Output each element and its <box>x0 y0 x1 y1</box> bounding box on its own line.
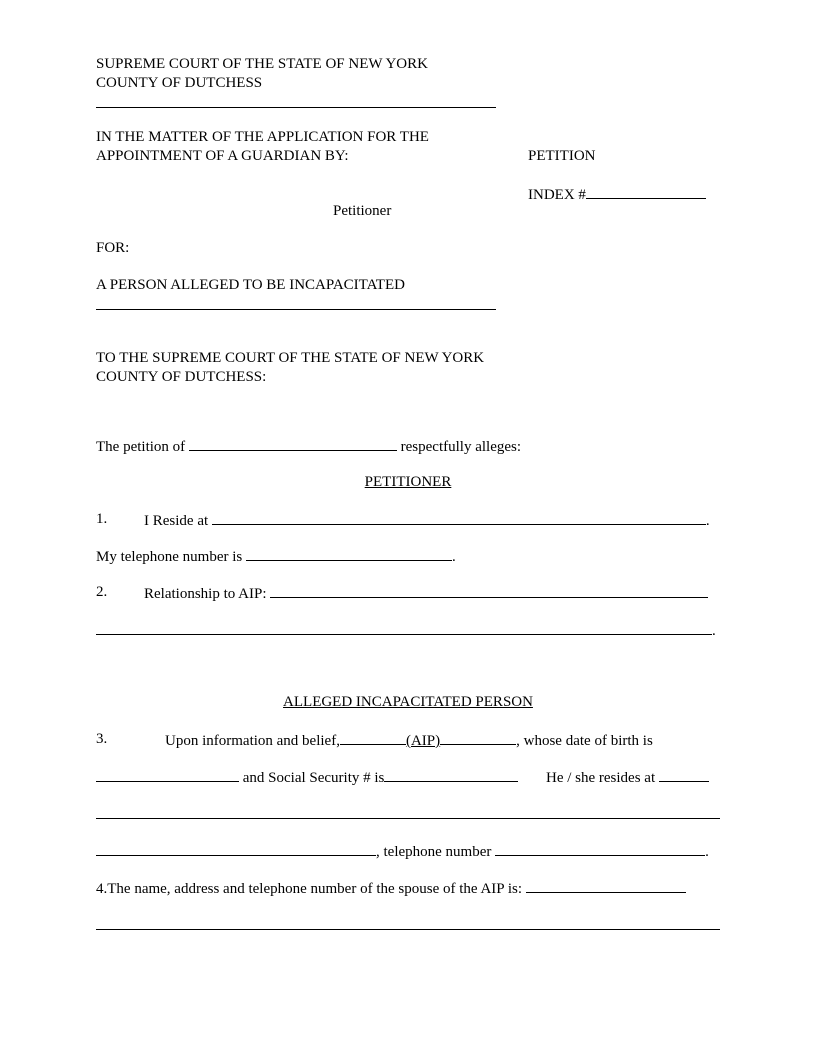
relationship-field[interactable] <box>270 583 708 598</box>
spouse-info-field[interactable] <box>526 878 686 893</box>
item-3-number: 3. <box>96 731 108 747</box>
aip-phone-label: , telephone number <box>376 844 492 860</box>
header-divider <box>96 107 496 108</box>
intro-prefix: The petition of <box>96 439 186 455</box>
item-1-residence <box>144 510 710 531</box>
item-1-number: 1. <box>96 511 108 527</box>
document-type: PETITION <box>528 148 596 164</box>
court-name: SUPREME COURT OF THE STATE OF NEW YORK <box>96 56 428 72</box>
item-2-number: 2. <box>96 584 108 600</box>
relationship-period: . <box>712 623 716 639</box>
county-name: COUNTY OF DUTCHESS <box>96 75 263 91</box>
index-label: INDEX # <box>528 187 586 203</box>
relationship-field-continued[interactable] <box>96 620 712 635</box>
aip-address-field-continued[interactable] <box>96 818 720 819</box>
aip-dob-field[interactable] <box>96 767 239 782</box>
resides-label: He / she resides at <box>546 770 656 786</box>
residence-label: I Reside at <box>144 513 209 529</box>
to-court-line-2: COUNTY OF DUTCHESS: <box>96 369 267 385</box>
aip-address-field[interactable] <box>659 767 709 782</box>
item-2-relationship <box>144 583 708 604</box>
petitioner-phone-line <box>96 546 456 567</box>
item-4-spouse-line <box>96 878 686 899</box>
for-label: FOR: <box>96 240 130 256</box>
aip-phone-field[interactable] <box>495 841 705 856</box>
petitioner-phone-field[interactable] <box>246 546 452 561</box>
spouse-label: 4.The name, address and telephone number of the spouse of the AIP is: <box>96 881 523 897</box>
caption-line-2: APPOINTMENT OF A GUARDIAN BY: <box>96 148 349 164</box>
aip-caption-label: A PERSON ALLEGED TO BE INCAPACITATED <box>96 277 405 293</box>
petitioner-caption-label: Petitioner <box>333 203 392 219</box>
aip-resides-line <box>546 767 709 788</box>
caption-line-1: IN THE MATTER OF THE APPLICATION FOR THE <box>96 129 429 145</box>
aip-ssn-field[interactable] <box>384 767 518 782</box>
relationship-continuation <box>96 620 716 641</box>
aip-name-field-left[interactable] <box>340 730 406 745</box>
residence-period: . <box>705 513 710 529</box>
relationship-label: Relationship to AIP: <box>144 586 267 602</box>
item-3-aip-line <box>165 730 653 751</box>
item-3-dob-ssn-line <box>96 767 518 788</box>
to-court-line-1: TO THE SUPREME COURT OF THE STATE OF NEW YORK <box>96 350 485 366</box>
ssn-label: and Social Security # is <box>242 770 385 786</box>
aip-name-field-right[interactable] <box>440 730 516 745</box>
aip-phone-line <box>96 841 709 862</box>
petitioner-phone-period: . <box>451 549 456 565</box>
aip-info-prefix: Upon information and belief, <box>165 733 340 749</box>
section-heading-aip: ALLEGED INCAPACITATED PERSON <box>283 694 533 710</box>
intro-suffix: respectfully alleges: <box>400 439 522 455</box>
caption-divider <box>96 309 496 310</box>
petitioner-name-field[interactable] <box>189 436 397 451</box>
petitioner-phone-label: My telephone number is <box>96 549 243 565</box>
aip-phone-period: . <box>705 844 709 860</box>
index-number-line <box>528 184 706 205</box>
section-heading-petitioner: PETITIONER <box>364 474 452 490</box>
residence-field[interactable] <box>212 510 706 525</box>
aip-token: (AIP) <box>405 733 441 749</box>
aip-address-field-end[interactable] <box>96 841 376 856</box>
petition-intro <box>96 436 521 457</box>
index-number-field[interactable] <box>586 184 706 199</box>
dob-label: , whose date of birth is <box>516 733 653 749</box>
spouse-info-field-continued[interactable] <box>96 929 720 930</box>
